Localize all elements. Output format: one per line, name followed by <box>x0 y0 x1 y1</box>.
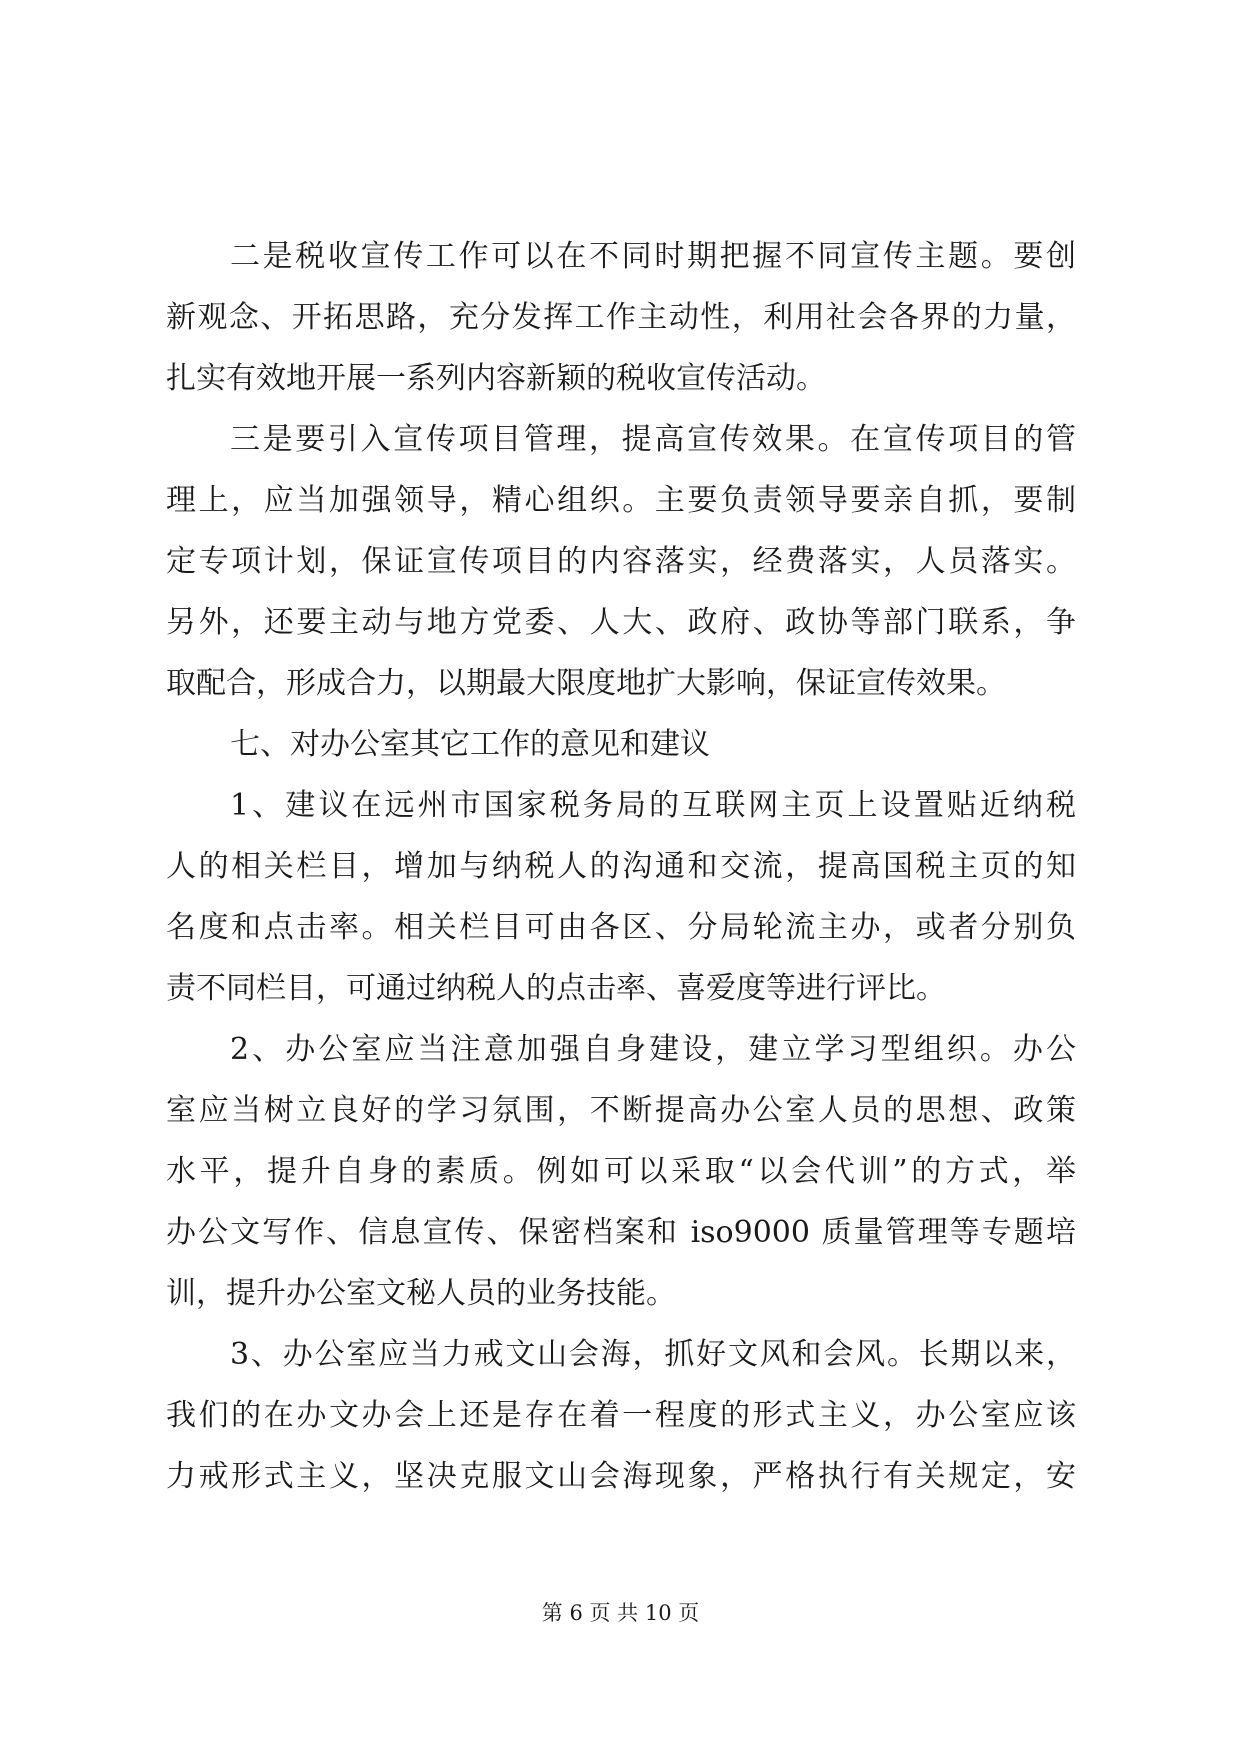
text-line: 3、办公室应当力戒文山会海，抓好文风和会风。长期以来， <box>230 1337 1076 1372</box>
text-line: 扎实有效地开展一系列内容新颖的税收宣传活动。 <box>166 361 826 396</box>
text-line: 名度和点击率。相关栏目可由各区、分局轮流主办，或者分别负 <box>166 910 1076 945</box>
text-line: 人的相关栏目，增加与纳税人的沟通和交流，提高国税主页的知 <box>166 849 1076 884</box>
text-line: 水平，提升自身的素质。例如可以采取“以会代训”的方式，举 <box>166 1154 1076 1189</box>
text-line: 取配合，形成合力，以期最大限度地扩大影响，保证宣传效果。 <box>166 666 1006 701</box>
text-line: 室应当树立良好的学习氛围，不断提高办公室人员的思想、政策 <box>166 1093 1076 1128</box>
text-line: 定专项计划，保证宣传项目的内容落实，经费落实，人员落实。 <box>166 544 1076 579</box>
page-footer: 第 6 页 共 10 页 <box>541 1601 700 1625</box>
text-line: 训，提升办公室文秘人员的业务技能。 <box>166 1276 676 1311</box>
text-line: 责不同栏目，可通过纳税人的点击率、喜爱度等进行评比。 <box>166 971 946 1006</box>
text-line: 七、对办公室其它工作的意见和建议 <box>230 727 710 762</box>
text-line: 2、办公室应当注意加强自身建设，建立学习型组织。办公 <box>230 1032 1076 1067</box>
text-line: 二是税收宣传工作可以在不同时期把握不同宣传主题。要创 <box>230 239 1076 274</box>
text-line: 我们的在办文办会上还是存在着一程度的形式主义，办公室应该 <box>166 1398 1076 1433</box>
document-body <box>166 226 1076 1507</box>
text-line: 新观念、开拓思路，充分发挥工作主动性，利用社会各界的力量， <box>166 300 1076 335</box>
text-line: 力戒形式主义，坚决克服文山会海现象，严格执行有关规定，安 <box>166 1459 1076 1494</box>
text-line: 办公文写作、信息宣传、保密档案和 iso9000 质量管理等专题培 <box>166 1215 1076 1250</box>
text-line: 1、建议在远州市国家税务局的互联网主页上设置贴近纳税 <box>230 788 1076 823</box>
text-line: 理上，应当加强领导，精心组织。主要负责领导要亲自抓，要制 <box>166 483 1076 518</box>
text-line: 另外，还要主动与地方党委、人大、政府、政协等部门联系，争 <box>166 605 1076 640</box>
text-line: 三是要引入宣传项目管理，提高宣传效果。在宣传项目的管 <box>230 422 1076 457</box>
